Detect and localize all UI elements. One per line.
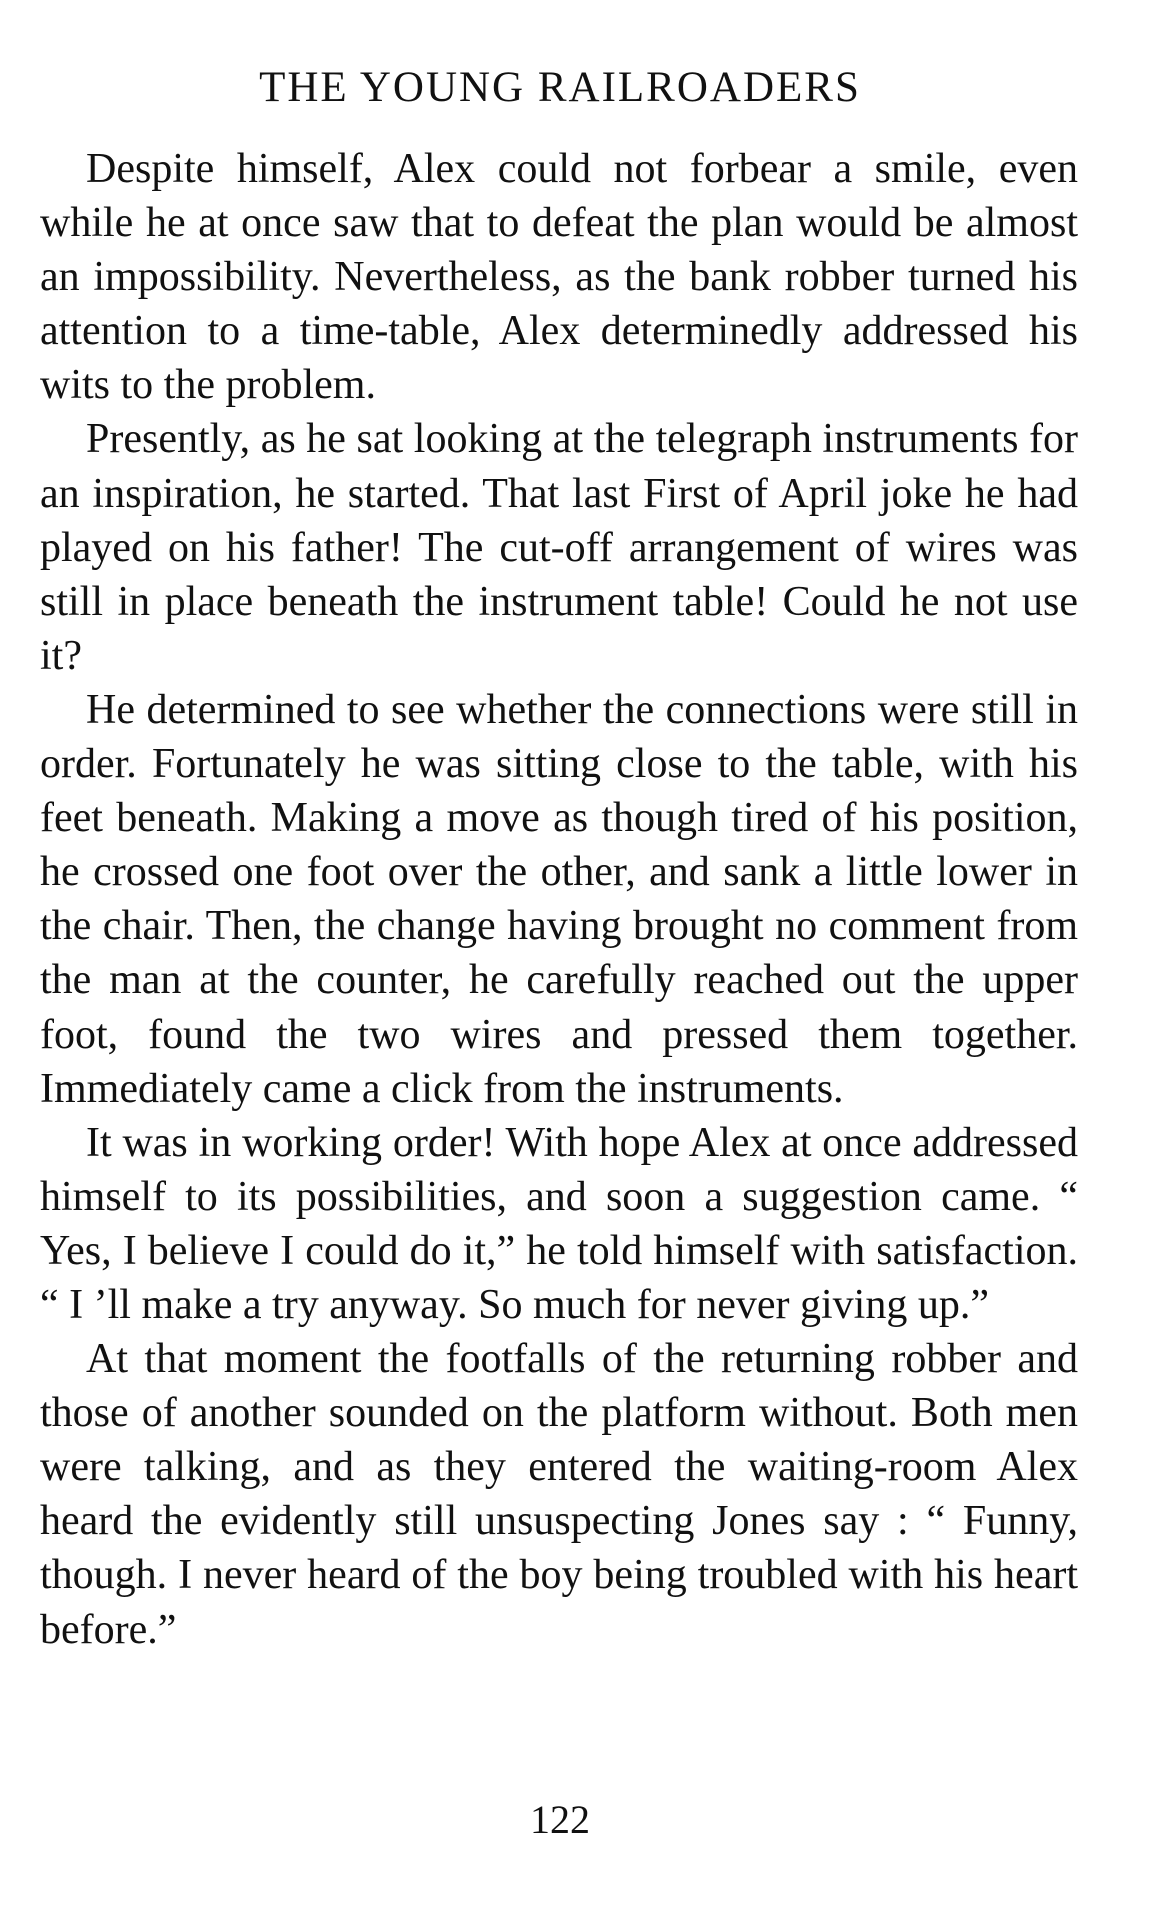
running-head: THE YOUNG RAILROADERS bbox=[259, 64, 861, 111]
paragraph-3: He determined to see whether the connections were still in order. Fortunately he was sitting close to the table, with his feet beneath. Making a move as though tired of his position, he crossed one foot over the other, and sank a little lower in the chair. Then, the change having brought no comment from the man at the counter, he carefully reached out the upper foot, found the two wires and pressed them together. Immediately came a click from the instruments. bbox=[40, 686, 1078, 1112]
page-number: 122 bbox=[530, 1797, 590, 1842]
paragraph-1: Despite himself, Alex could not forbear a smile, even while he at once saw that to defeat the plan would be almost an impossibility. Nevertheless, as the bank robber turned his attention to a time-table, Alex determinedly addressed his wits to the problem. bbox=[40, 146, 1078, 409]
paragraph-2: Presently, as he sat looking at the telegraph instruments for an inspiration, he started. That last First of April joke he had played on his father! The cut-off arrangement of wires was still in place beneath the instrument table! Could he not use it? bbox=[40, 416, 1078, 679]
paragraph-4: It was in working order! With hope Alex at once addressed himself to its possibilities, and soon a suggestion came. “ Yes, I believe I could do it,” he told himself with satisfaction. “ I ’ll make a try anyway. So much for never giving up.” bbox=[40, 1119, 1078, 1328]
paragraph-5: At that moment the footfalls of the returning robber and those of another sounded on the platform without. Both men were talking, and as they entered the waiting-room Alex heard the evidently still unsuspecting Jones say : “ Funny, though. I never heard of the boy being troubled with his heart before.” bbox=[40, 1336, 1078, 1653]
body-text bbox=[40, 142, 1078, 1657]
